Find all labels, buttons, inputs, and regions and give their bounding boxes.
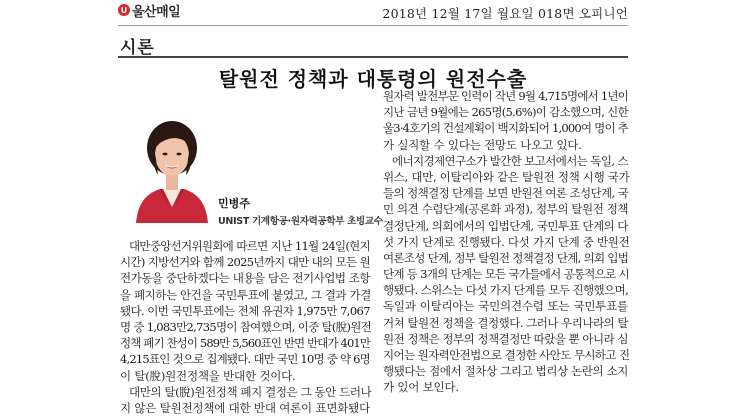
body-line: 행됐다는 점에서 절차상 그리고 법리상 논란의 소지 xyxy=(383,364,628,379)
top-divider xyxy=(118,25,628,26)
body-line: 이 탈(脫)원전정책을 반대한 것이다. xyxy=(120,368,296,383)
section-label: 시론 xyxy=(120,38,155,58)
body-line: 가 실직할 수 있다는 전망도 나오고 있다. xyxy=(383,137,582,152)
body-line: 지난 금년 9월에는 265명(5.6%)이 감소했으며, 신한 xyxy=(383,105,628,120)
body-line: 을 폐지하는 안건을 국민투표에 붙였고, 그 결과 가결 xyxy=(120,287,371,302)
body-line: 시간) 지방선거와 함께 2025년까지 대만 내의 모든 원 xyxy=(120,255,370,270)
body-line: 결정단계, 의회에서의 입법단계, 국민투표 단계의 다 xyxy=(383,218,628,233)
body-line: 명 중 1,083만2,735명이 참여했으며, 이중 탈(脫)원전 xyxy=(120,319,372,334)
article-headline: 탈원전 정책과 대통령의 원전수출 xyxy=(218,67,528,91)
body-line: 울3·4호기의 건설계획이 백지화되어 1,000여 명이 추 xyxy=(383,121,628,136)
body-line: 가 있어 보인다. xyxy=(383,380,459,395)
article-column-right xyxy=(383,88,628,396)
body-line: 전가동을 중단하겠다는 내용을 담은 전기사업법 조항 xyxy=(120,271,370,286)
body-line: 지어는 원자력안전법으로 결정한 사안도 무시하고 진 xyxy=(383,348,630,362)
body-line: 정책 폐기 찬성이 589만 5,560표인 반면 반대가 401만 xyxy=(120,336,370,351)
body-line: 거쳐 탈원전 정책을 결정했다. 그러나 우리나라의 탈 xyxy=(383,315,628,330)
newspaper-logo-icon: U xyxy=(118,4,130,16)
body-line: 원자력 발전부문 인력이 작년 9월 4,715명에서 1년이 xyxy=(383,89,628,103)
article-column-left xyxy=(120,238,370,416)
body-line: 됐다. 이번 국민투표에는 전체 유권자 1,975만 7,067 xyxy=(120,303,370,318)
section-divider xyxy=(118,56,628,58)
author-name: 민병주 xyxy=(218,197,250,210)
body-line: 민 의견 수렴단계(공론화 과정), 정부의 탈원전 정책 xyxy=(383,202,629,217)
body-line: 4,215표인 것으로 집계됐다. 대만 국민 10명 중 약 6명 xyxy=(120,352,370,367)
body-line: 원전 정책은 정부의 정책결정만 따랐을 뿐 아니라 심 xyxy=(383,331,628,346)
body-line: 단계 등 3개의 단계는 모든 국가들에서 공통적으로 시 xyxy=(383,267,629,282)
body-line: 에너지경제연구소가 발간한 보고서에서는 독일, 스 xyxy=(392,153,628,168)
body-line: 대만중앙선거위원회에 따르면 지난 11월 24일(현지 xyxy=(129,239,370,253)
dateline: 2018년 12월 17일 월요일 018면 오피니언 xyxy=(382,6,628,21)
author-title: UNIST 기계항공·원자력공학부 초빙교수 xyxy=(218,216,383,227)
body-line: 독일과 이탈리아는 국민의견수렴 또는 국민투표를 xyxy=(383,299,628,314)
body-line: 들의 정책결정 단계를 보면 반원전 여론 조성단계, 국 xyxy=(383,186,629,201)
author-photo xyxy=(130,115,214,223)
newspaper-name: 울산매일 xyxy=(132,4,181,20)
body-line: 대만의 탈(脫)원전정책 폐지 결정은 그 동안 드러나 xyxy=(129,384,372,399)
body-line: 위스, 대만, 이탈리아와 같은 탈원전 정책 시행 국가 xyxy=(383,169,630,184)
body-line: 섯 가지 단계로 진행됐다. 다섯 가지 단계 중 반원전 xyxy=(383,234,630,249)
body-line: 지 않은 탈원전정책에 대한 반대 여론이 표면화됐다 xyxy=(120,400,370,415)
author-byline xyxy=(218,195,383,227)
masthead xyxy=(118,2,180,18)
body-line: 여론조성 단계, 정부 탈원전 정책결정 단계, 의회 입법 xyxy=(383,250,629,265)
author-portrait-icon xyxy=(130,115,214,223)
body-line: 행됐다. 스위스는 다섯 가지 단계를 모두 진행했으며, xyxy=(383,283,629,298)
